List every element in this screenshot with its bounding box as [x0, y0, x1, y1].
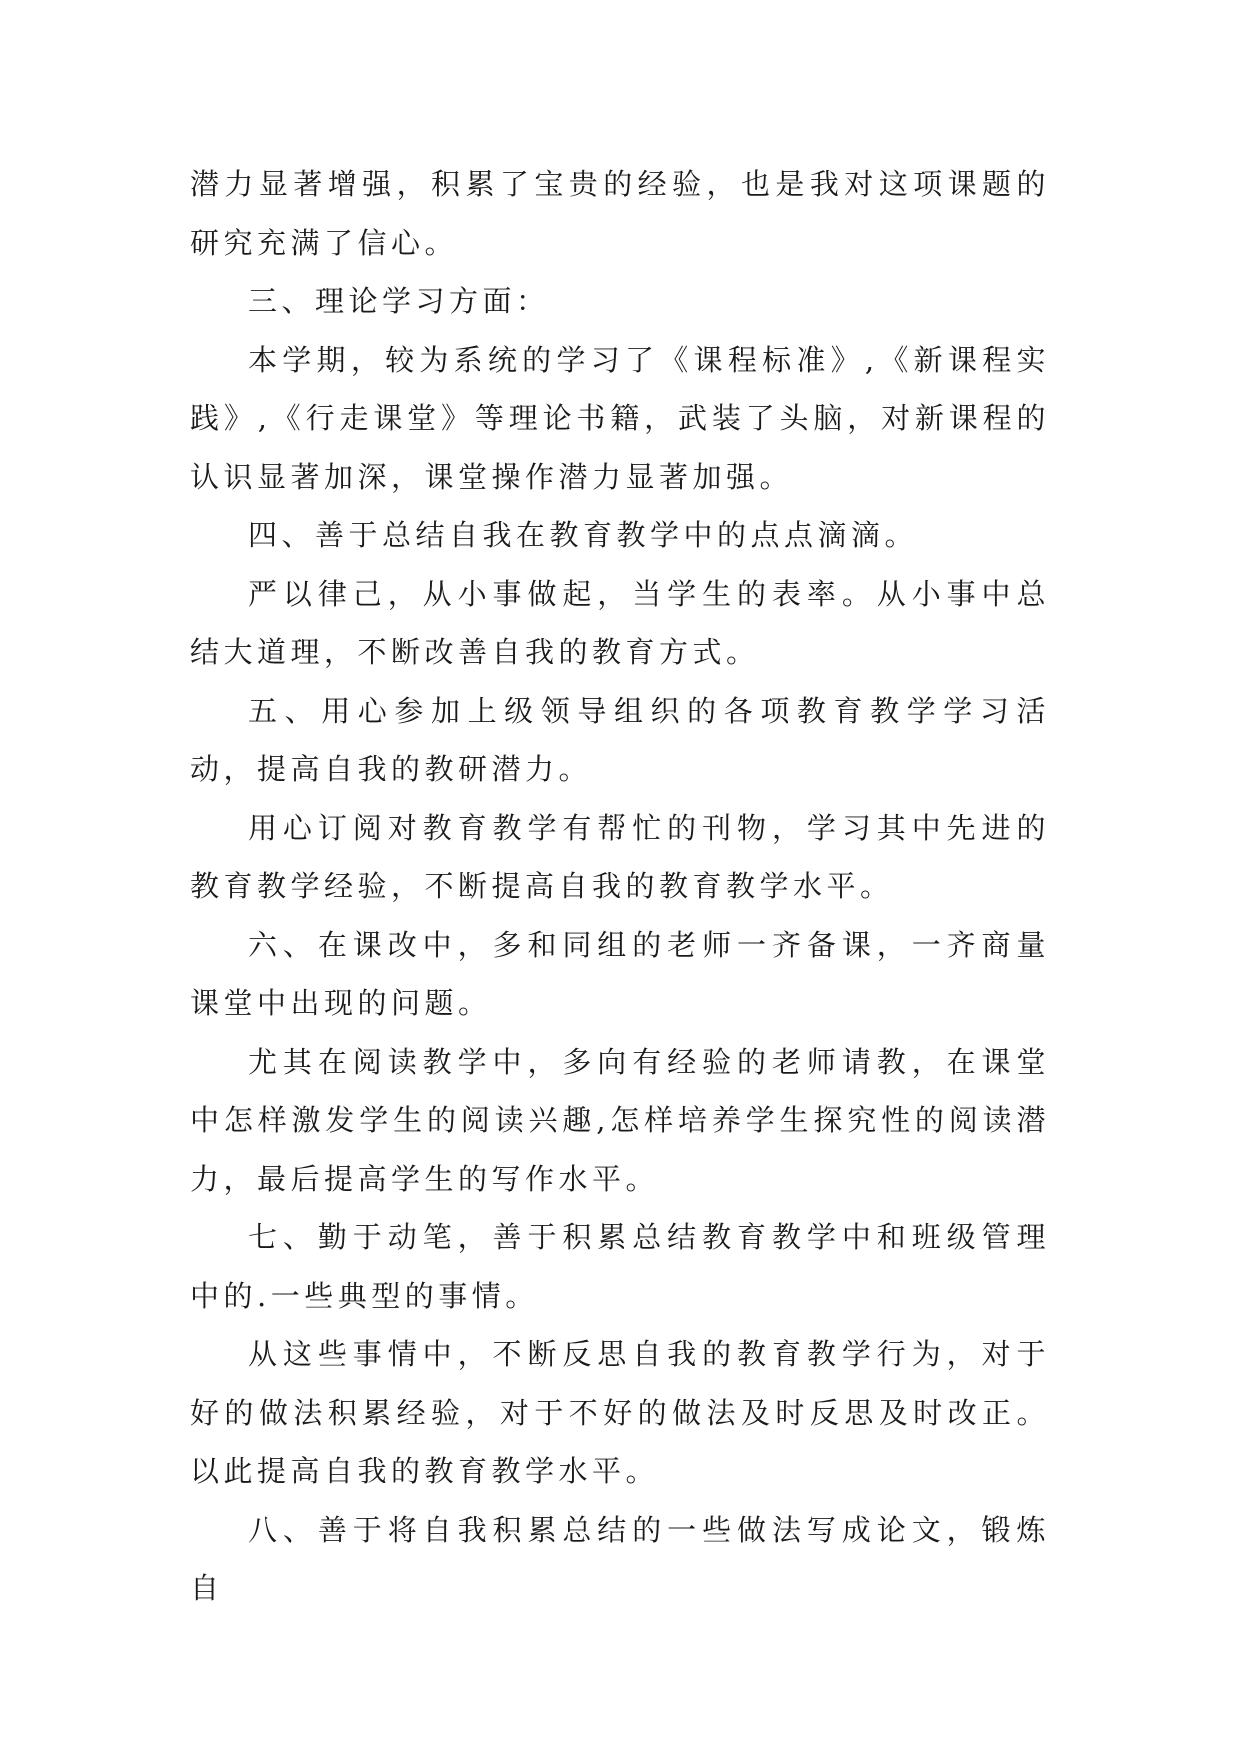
section-heading-writing-diligence: 七、勤于动笔，善于积累总结教育教学中和班级管理中的.一些典型的事情。: [190, 1220, 1050, 1313]
paragraph-theory-study: 本学期，较为系统的学习了《课程标准》,《新课程实践》,《行走课堂》等理论书籍，武装了头脑，对新课程的认识显著加深，课堂操作潜力显著加强。: [190, 342, 1050, 494]
section-heading-write-papers: 八、善于将自我积累总结的一些做法写成论文，锻炼自: [190, 1512, 1050, 1605]
paragraph-reading-teaching: 尤其在阅读教学中，多向有经验的老师请教，在课堂中怎样激发学生的阅读兴趣,怎样培养学生探究性的阅读潜力，最后提高学生的写作水平。: [190, 1044, 1050, 1196]
paragraph-continuation: 潜力显著增强，积累了宝贵的经验，也是我对这项课题的研究充满了信心。: [190, 167, 1050, 260]
section-heading-theory-study: 三、理论学习方面：: [248, 284, 550, 318]
paragraph-subscribe-journals: 用心订阅对教育教学有帮忙的刊物，学习其中先进的教育教学经验，不断提高自我的教育教学水平。: [190, 810, 1050, 903]
section-heading-lesson-preparation: 六、在课改中，多和同组的老师一齐备课，一齐商量课堂中出现的问题。: [190, 927, 1050, 1020]
paragraph-self-discipline: 严以律己，从小事做起，当学生的表率。从小事中总结大道理，不断改善自我的教育方式。: [190, 576, 1050, 669]
section-heading-self-summary: 四、善于总结自我在教育教学中的点点滴滴。: [248, 518, 919, 552]
section-heading-research-activities: 五、用心参加上级领导组织的各项教育教学学习活动，提高自我的教研潜力。: [190, 693, 1050, 786]
paragraph-reflection: 从这些事情中，不断反思自我的教育教学行为，对于好的做法积累经验，对于不好的做法及时反思及时改正。以此提高自我的教育教学水平。: [190, 1337, 1050, 1488]
document-body: [190, 155, 1050, 1618]
